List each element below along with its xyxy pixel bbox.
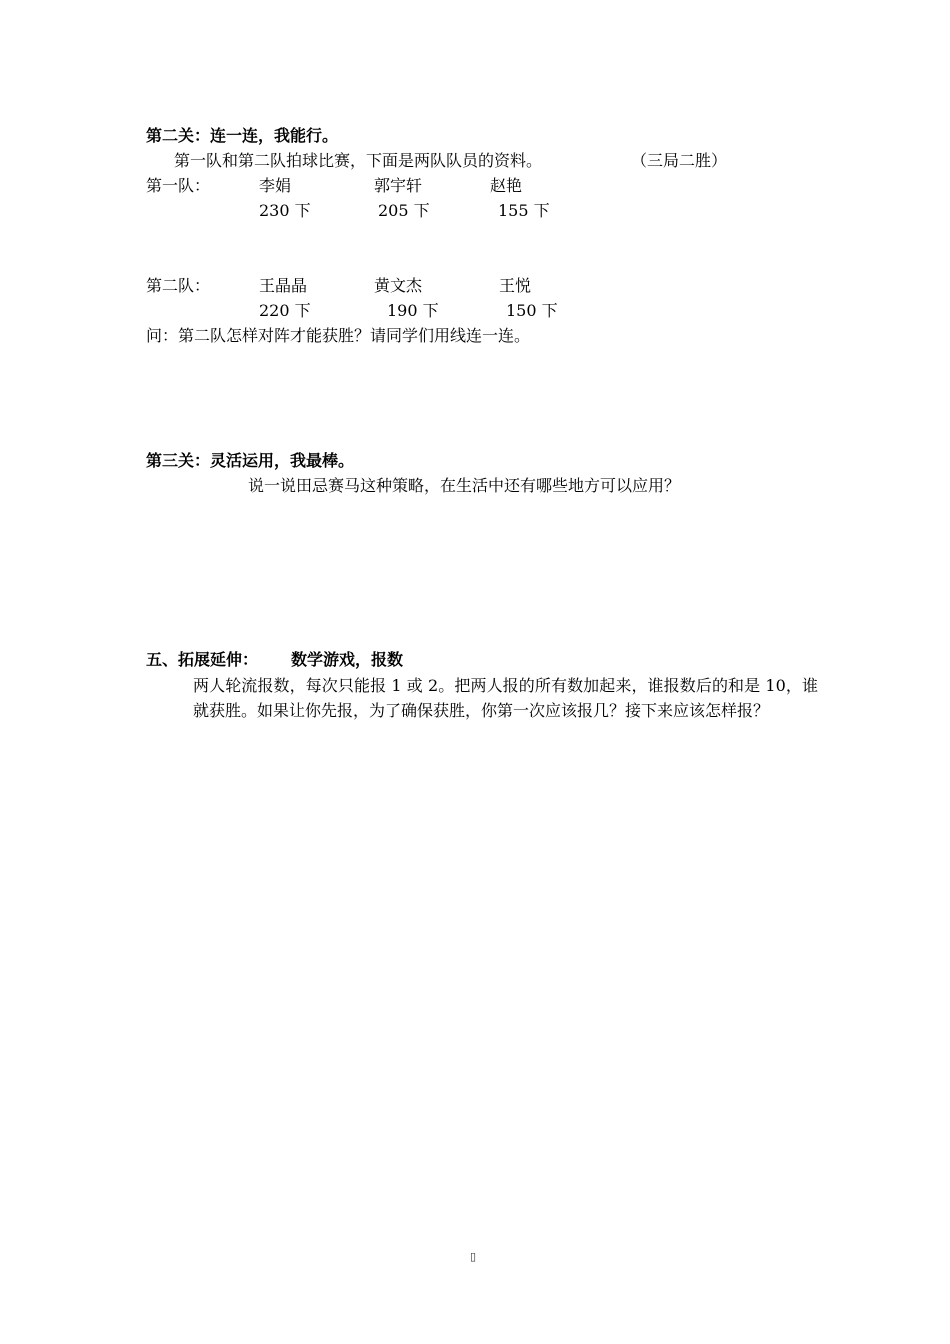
team2-label: 第二队： [146,276,211,295]
team1-player-score: 205 下 [378,201,430,220]
team2-player-name: 王悦 [499,276,532,295]
team1-label: 第一队： [146,176,211,195]
section2-question: 问：第二队怎样对阵才能获胜？请同学们用线连一连。 [146,326,531,345]
section3-heading: 第三关：灵活运用，我最棒。 [146,451,355,470]
team2-player-name: 黄文杰 [374,276,423,295]
team2-player-score: 190 下 [387,301,439,320]
team2-player-name: 王晶晶 [259,276,308,295]
section3-prompt: 说一说田忌赛马这种策略，在生活中还有哪些地方可以应用？ [248,476,681,495]
section2-heading: 第二关：连一连，我能行。 [146,126,339,145]
section5-heading: 五、拓展延伸： [146,650,259,669]
team2-player-score: 220 下 [259,301,311,320]
section5-body: 两人轮流报数，每次只能报 1 或 2。把两人报的所有数加起来，谁报数后的和是 10，谁就获胜。如果让你先报，为了确保获胜，你第一次应该报几？接下来应该怎样报？ [193,676,818,720]
team1-player-name: 郭宇轩 [374,176,423,195]
team1-player-score: 155 下 [498,201,550,220]
page-number: ▯ [470,1250,477,1263]
section2-intro: 第一队和第二队拍球比赛，下面是两队队员的资料。 [174,151,543,170]
team2-player-score: 150 下 [506,301,558,320]
team1-player-name: 赵艳 [490,176,523,195]
team1-player-name: 李娟 [259,176,292,195]
team1-player-score: 230 下 [259,201,311,220]
section5-subheading: 数学游戏，报数 [291,650,404,669]
section2-rule: （三局二胜） [631,151,728,170]
